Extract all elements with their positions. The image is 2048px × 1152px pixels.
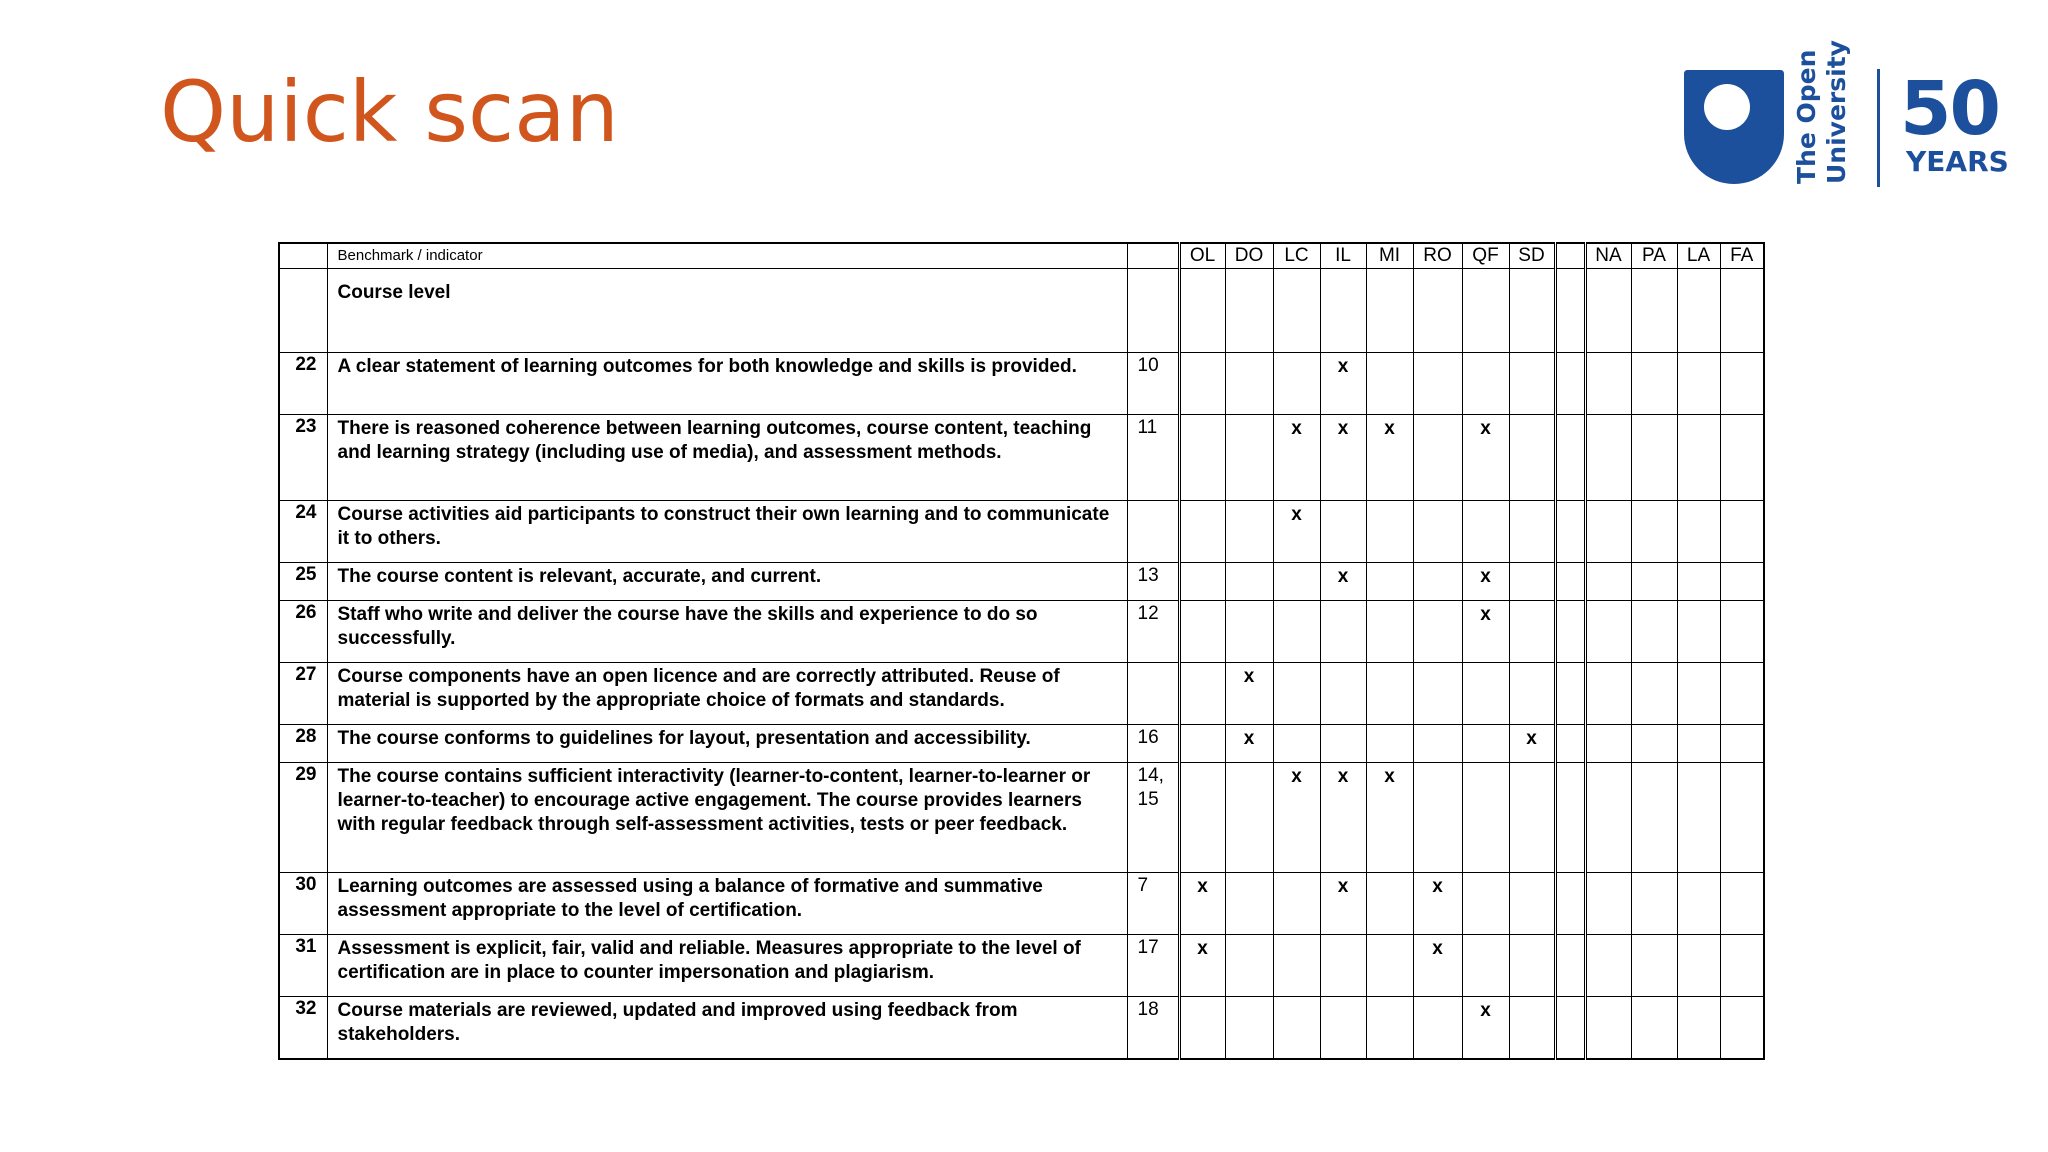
mark-cell [1366, 601, 1413, 663]
table-row [279, 997, 1764, 1059]
mark-cell: x [1462, 415, 1509, 501]
table-row [279, 501, 1764, 563]
rating-cell [1631, 725, 1677, 763]
rating-cell [1720, 663, 1764, 725]
mark-cell [1462, 763, 1509, 873]
col-header: RO [1413, 243, 1462, 269]
mark-cell: x [1462, 563, 1509, 601]
col-header: SD [1509, 243, 1555, 269]
indicator-text: Assessment is explicit, fair, valid and reliable. Measures appropriate to the level of certification are in place to counter impersonation and plagiarism. [327, 935, 1127, 997]
rating-cell [1720, 873, 1764, 935]
mark-cell: x [1320, 353, 1366, 415]
mark-cell [1413, 601, 1462, 663]
reference-number: 7 [1127, 873, 1179, 935]
indicator-text: Course activities aid participants to construct their own learning and to communicate it to others. [327, 501, 1127, 563]
rating-cell [1585, 501, 1631, 563]
table-row [279, 873, 1764, 935]
reference-number: 17 [1127, 935, 1179, 997]
mark-cell [1509, 601, 1555, 663]
gap-cell [1555, 763, 1585, 873]
mark-cell [1225, 501, 1273, 563]
mark-cell: x [1225, 663, 1273, 725]
rating-cell [1720, 763, 1764, 873]
mark-cell [1320, 501, 1366, 563]
mark-cell [1462, 935, 1509, 997]
rating-cell [1631, 501, 1677, 563]
reference-number: 16 [1127, 725, 1179, 763]
rating-cell [1585, 935, 1631, 997]
mark-cell: x [1273, 415, 1320, 501]
rating-cell [1631, 763, 1677, 873]
row-number: 26 [279, 601, 327, 663]
rating-cell [1631, 663, 1677, 725]
indicator-text: Learning outcomes are assessed using a balance of formative and summative assessment appropriate to the level of certification. [327, 873, 1127, 935]
col-header: MI [1366, 243, 1413, 269]
mark-cell [1413, 663, 1462, 725]
indicator-text: Staff who write and deliver the course have the skills and experience to do so successfully. [327, 601, 1127, 663]
rating-cell [1585, 415, 1631, 501]
rating-cell [1631, 873, 1677, 935]
gap-cell [1555, 935, 1585, 997]
section-row [279, 269, 1764, 353]
mark-cell: x [1273, 763, 1320, 873]
rating-cell [1720, 563, 1764, 601]
rating-cell [1585, 763, 1631, 873]
col-header: IL [1320, 243, 1366, 269]
rating-cell [1677, 501, 1720, 563]
row-number: 22 [279, 353, 327, 415]
rating-cell [1585, 873, 1631, 935]
col-header: LA [1677, 243, 1720, 269]
col-header: PA [1631, 243, 1677, 269]
mark-cell [1320, 725, 1366, 763]
mark-cell [1225, 601, 1273, 663]
rating-cell [1720, 353, 1764, 415]
mark-cell [1509, 873, 1555, 935]
mark-cell [1179, 997, 1225, 1059]
mark-cell [1179, 601, 1225, 663]
col-header: FA [1720, 243, 1764, 269]
gap-cell [1555, 663, 1585, 725]
mark-cell [1366, 501, 1413, 563]
mark-cell [1366, 935, 1413, 997]
rating-cell [1720, 501, 1764, 563]
rating-cell [1720, 725, 1764, 763]
mark-cell [1320, 935, 1366, 997]
mark-cell [1509, 997, 1555, 1059]
rating-cell [1631, 601, 1677, 663]
mark-cell [1413, 353, 1462, 415]
mark-cell [1225, 997, 1273, 1059]
rating-cell [1720, 415, 1764, 501]
mark-cell [1179, 663, 1225, 725]
reference-number [1127, 501, 1179, 563]
col-header: LC [1273, 243, 1320, 269]
gap-cell [1555, 725, 1585, 763]
rating-cell [1677, 763, 1720, 873]
rating-cell [1631, 935, 1677, 997]
indicator-text: A clear statement of learning outcomes for both knowledge and skills is provided. [327, 353, 1127, 415]
rating-cell [1585, 663, 1631, 725]
indicator-text: The course content is relevant, accurate, and current. [327, 563, 1127, 601]
mark-cell [1320, 601, 1366, 663]
rating-cell [1677, 415, 1720, 501]
mark-cell: x [1413, 873, 1462, 935]
mark-cell [1225, 935, 1273, 997]
rating-cell [1720, 601, 1764, 663]
mark-cell [1179, 563, 1225, 601]
row-number: 31 [279, 935, 327, 997]
section-title: Course level [327, 269, 1127, 353]
mark-cell [1225, 763, 1273, 873]
row-number: 23 [279, 415, 327, 501]
indicator-text: Course components have an open licence and are correctly attributed. Reuse of material is supported by the appropriate choice of formats and standards. [327, 663, 1127, 725]
mark-cell [1509, 935, 1555, 997]
row-number: 32 [279, 997, 327, 1059]
mark-cell [1413, 997, 1462, 1059]
mark-cell [1462, 873, 1509, 935]
gap-cell [1555, 501, 1585, 563]
mark-cell [1366, 873, 1413, 935]
mark-cell [1179, 415, 1225, 501]
mark-cell [1509, 763, 1555, 873]
row-number: 30 [279, 873, 327, 935]
reference-number: 14, 15 [1127, 763, 1179, 873]
mark-cell [1273, 601, 1320, 663]
table-row [279, 563, 1764, 601]
table-header-row [279, 243, 1764, 269]
mark-cell: x [1462, 601, 1509, 663]
mark-cell: x [1366, 415, 1413, 501]
mark-cell [1462, 501, 1509, 563]
mark-cell: x [1320, 563, 1366, 601]
logo-divider [1877, 69, 1880, 187]
gap-cell [1555, 601, 1585, 663]
mark-cell [1320, 663, 1366, 725]
mark-cell: x [1320, 763, 1366, 873]
rating-cell [1720, 997, 1764, 1059]
mark-cell [1366, 663, 1413, 725]
mark-cell [1509, 663, 1555, 725]
gap-cell [1555, 353, 1585, 415]
mark-cell: x [1320, 415, 1366, 501]
table-row [279, 725, 1764, 763]
rating-cell [1677, 563, 1720, 601]
rating-cell [1677, 935, 1720, 997]
mark-cell [1366, 563, 1413, 601]
mark-cell: x [1509, 725, 1555, 763]
gap-cell [1555, 563, 1585, 601]
mark-cell: x [1320, 873, 1366, 935]
gap-cell [1555, 873, 1585, 935]
quick-scan-table [278, 242, 1765, 1060]
indicator-text: Course materials are reviewed, updated and improved using feedback from stakeholders. [327, 997, 1127, 1059]
row-number: 27 [279, 663, 327, 725]
mark-cell [1509, 353, 1555, 415]
rating-cell [1585, 725, 1631, 763]
mark-cell [1366, 353, 1413, 415]
rating-cell [1677, 997, 1720, 1059]
rating-cell [1677, 663, 1720, 725]
table-row [279, 935, 1764, 997]
rating-cell [1585, 353, 1631, 415]
table-row [279, 353, 1764, 415]
mark-cell [1273, 725, 1320, 763]
mark-cell [1413, 763, 1462, 873]
mark-cell [1179, 725, 1225, 763]
rating-cell [1631, 563, 1677, 601]
mark-cell [1273, 873, 1320, 935]
logo-university-name: The Open University [1792, 40, 1851, 184]
row-number: 25 [279, 563, 327, 601]
reference-number: 12 [1127, 601, 1179, 663]
benchmark-header: Benchmark / indicator [327, 243, 1127, 269]
mark-cell: x [1179, 873, 1225, 935]
mark-cell [1462, 663, 1509, 725]
mark-cell [1366, 997, 1413, 1059]
row-number: 29 [279, 763, 327, 873]
logo-50: 50 [1900, 66, 1999, 152]
mark-cell [1509, 415, 1555, 501]
mark-cell [1225, 353, 1273, 415]
gap-cell [1555, 997, 1585, 1059]
rating-cell [1631, 997, 1677, 1059]
rating-cell [1585, 997, 1631, 1059]
table-row [279, 763, 1764, 873]
mark-cell [1413, 725, 1462, 763]
mark-cell [1225, 563, 1273, 601]
mark-cell: x [1179, 935, 1225, 997]
col-header: OL [1179, 243, 1225, 269]
rating-cell [1631, 415, 1677, 501]
reference-number: 10 [1127, 353, 1179, 415]
rating-cell [1585, 563, 1631, 601]
reference-number: 11 [1127, 415, 1179, 501]
col-header: DO [1225, 243, 1273, 269]
mark-cell [1225, 415, 1273, 501]
mark-cell: x [1462, 997, 1509, 1059]
col-header: NA [1585, 243, 1631, 269]
logo-years: YEARS [1906, 145, 2009, 178]
mark-cell [1179, 763, 1225, 873]
mark-cell [1413, 501, 1462, 563]
mark-cell [1225, 873, 1273, 935]
mark-cell: x [1273, 501, 1320, 563]
mark-cell [1273, 663, 1320, 725]
mark-cell [1413, 563, 1462, 601]
col-header: QF [1462, 243, 1509, 269]
mark-cell [1273, 563, 1320, 601]
mark-cell [1462, 353, 1509, 415]
rating-cell [1677, 601, 1720, 663]
ou-shield-icon [1684, 70, 1784, 184]
row-number: 28 [279, 725, 327, 763]
indicator-text: The course conforms to guidelines for layout, presentation and accessibility. [327, 725, 1127, 763]
indicator-text: There is reasoned coherence between learning outcomes, course content, teaching and learning strategy (including use of media), and assessment methods. [327, 415, 1127, 501]
mark-cell [1462, 725, 1509, 763]
mark-cell [1366, 725, 1413, 763]
mark-cell [1273, 935, 1320, 997]
indicator-text: The course contains sufficient interactivity (learner-to-content, learner-to-learner or learner-to-teacher) to encourage active engagement. The course provides learners with regular feedback through self-assessment activities, tests or peer feedback. [327, 763, 1127, 873]
mark-cell [1413, 415, 1462, 501]
mark-cell: x [1366, 763, 1413, 873]
mark-cell [1179, 501, 1225, 563]
mark-cell [1509, 501, 1555, 563]
mark-cell [1273, 353, 1320, 415]
rating-cell [1677, 873, 1720, 935]
mark-cell [1509, 563, 1555, 601]
mark-cell: x [1225, 725, 1273, 763]
reference-number: 18 [1127, 997, 1179, 1059]
slide-title: Quick scan [160, 63, 619, 161]
reference-number [1127, 663, 1179, 725]
row-number: 24 [279, 501, 327, 563]
rating-cell [1720, 935, 1764, 997]
reference-number: 13 [1127, 563, 1179, 601]
rating-cell [1631, 353, 1677, 415]
mark-cell: x [1413, 935, 1462, 997]
gap-cell [1555, 415, 1585, 501]
table-row [279, 601, 1764, 663]
rating-cell [1585, 601, 1631, 663]
mark-cell [1320, 997, 1366, 1059]
open-university-logo [1680, 40, 2020, 190]
mark-cell [1273, 997, 1320, 1059]
rating-cell [1677, 725, 1720, 763]
mark-cell [1179, 353, 1225, 415]
table-row [279, 415, 1764, 501]
rating-cell [1677, 353, 1720, 415]
table-row [279, 663, 1764, 725]
